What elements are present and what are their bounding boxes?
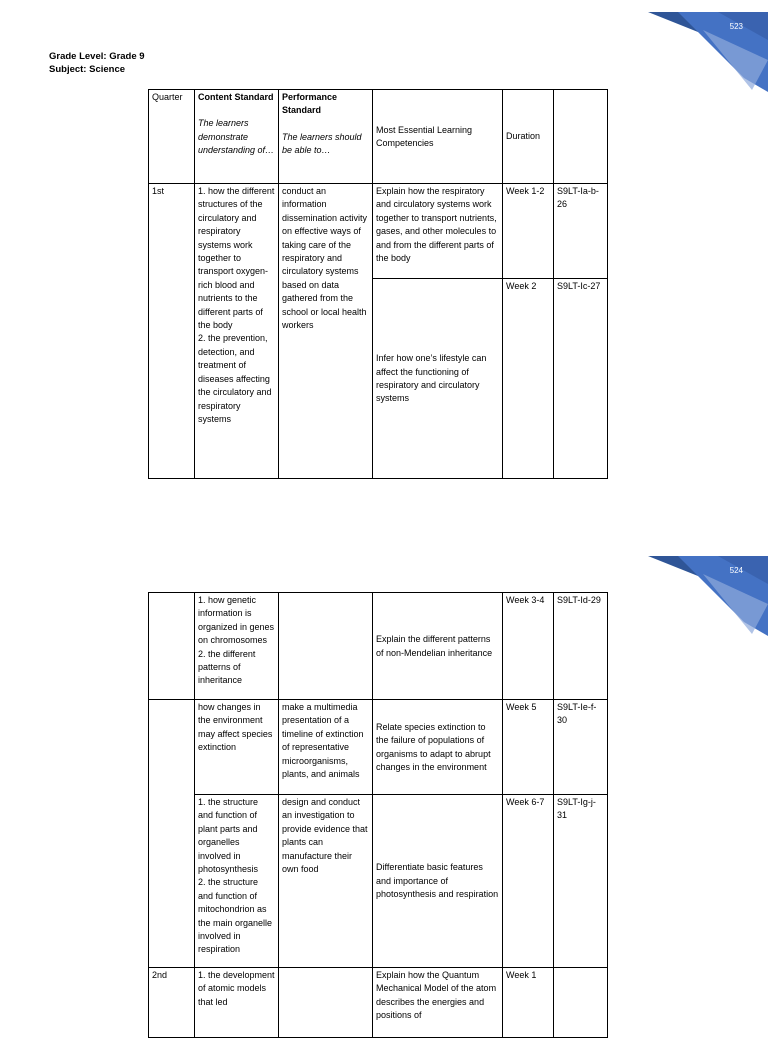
cell-performance-standard: conduct an information dissemination activity on effective ways of taking care of the respiratory and circulatory systems based on data gathered from the school or local health workers [279,184,373,479]
cell-performance-standard: design and conduct an investigation to provide evidence that plants can manufacture their own food [279,795,373,968]
header-performance-title: Performance Standard [282,92,338,116]
cell-content-standard [195,184,279,479]
cell-content-standard: how changes in the environment may affect species extinction [195,700,279,795]
page-gap [0,510,768,548]
page-corner-ribbon-icon [648,556,768,648]
curriculum-table-continued [148,592,608,1038]
content-item-1: 1. how the different structures of the circulatory and respiratory systems work together to transport oxygen-rich blood and nutrients to the different parts of the body [198,186,275,331]
content-item-2: 2. the prevention, detection, and treatment of diseases affecting the circulatory and respiratory systems [198,333,272,424]
subject: Subject: Science [49,64,126,75]
page-523 [0,0,768,510]
page-corner-ribbon-icon [648,0,768,92]
cell-code: S9LT-Ig-j-31 [554,795,608,968]
content-item-2: 2. the structure and function of mitochondrion as the main organelle involved in respiration [198,877,273,955]
page-524 [0,548,768,1024]
cell-code: S9LT-Id-29 [554,593,608,700]
cell-duration: Week 6-7 [503,795,554,968]
header-content-sub: The learners demonstrate understanding of… [198,118,275,156]
cell-melc: Explain the different patterns of non-Mendelian inheritance [373,593,503,700]
cell-quarter [149,700,195,968]
cell-duration: Week 2 [503,279,554,479]
cell-quarter: 2nd [149,968,195,1038]
grade-level: Grade Level: Grade 9 [49,51,145,62]
cell-code: S9LT-Ic-27 [554,279,608,479]
cell-duration: Week 3-4 [503,593,554,700]
document-meta [49,50,145,76]
cell-melc: Explain how the respiratory and circulatory systems work together to transport nutrients, gases, and other molecules to and from the different parts of the body [373,184,503,279]
table-row [149,968,608,1038]
header-melc: Most Essential Learning Competencies [373,90,503,184]
header-content-title: Content Standard [198,92,274,102]
content-item-1: 1. the structure and function of plant parts and organelles involved in photosynthesis [198,797,259,875]
cell-quarter [149,593,195,700]
table-row [149,700,608,795]
cell-duration: Week 5 [503,700,554,795]
table-row [149,184,608,279]
content-item-1: 1. how genetic information is organized in genes on chromosomes [198,595,275,646]
header-performance-standard [279,90,373,184]
cell-melc: Infer how one’s lifestyle can affect the functioning of respiratory and circulatory systems [373,279,503,479]
cell-code [554,968,608,1038]
cell-quarter: 1st [149,184,195,479]
curriculum-table [148,89,608,479]
content-item-2: 2. the different patterns of inheritance [198,648,256,686]
table-header-row [149,90,608,184]
cell-code: S9LT-Ia-b-26 [554,184,608,279]
page-number: 524 [729,566,743,575]
cell-melc: Relate species extinction to the failure of populations of organisms to adapt to abrupt changes in the environment [373,700,503,795]
header-performance-sub: The learners should be able to… [282,131,362,156]
cell-content-standard [195,795,279,968]
cell-performance-standard [279,968,373,1038]
cell-performance-standard [279,593,373,700]
cell-content-standard: 1. the development of atomic models that led [195,968,279,1038]
header-duration: Duration [503,90,554,184]
table-row [149,795,608,968]
cell-content-standard [195,593,279,700]
cell-duration: Week 1 [503,968,554,1038]
cell-code: S9LT-Ie-f-30 [554,700,608,795]
header-quarter: Quarter [149,90,195,184]
header-content-standard [195,90,279,184]
cell-melc: Differentiate basic features and importance of photosynthesis and respiration [373,795,503,968]
table-row [149,593,608,700]
cell-performance-standard: make a multimedia presentation of a timeline of extinction of representative microorganisms, plants, and animals [279,700,373,795]
cell-melc: Explain how the Quantum Mechanical Model of the atom describes the energies and positions of [373,968,503,1038]
cell-duration: Week 1-2 [503,184,554,279]
page-number: 523 [729,22,743,31]
header-code [554,90,608,184]
